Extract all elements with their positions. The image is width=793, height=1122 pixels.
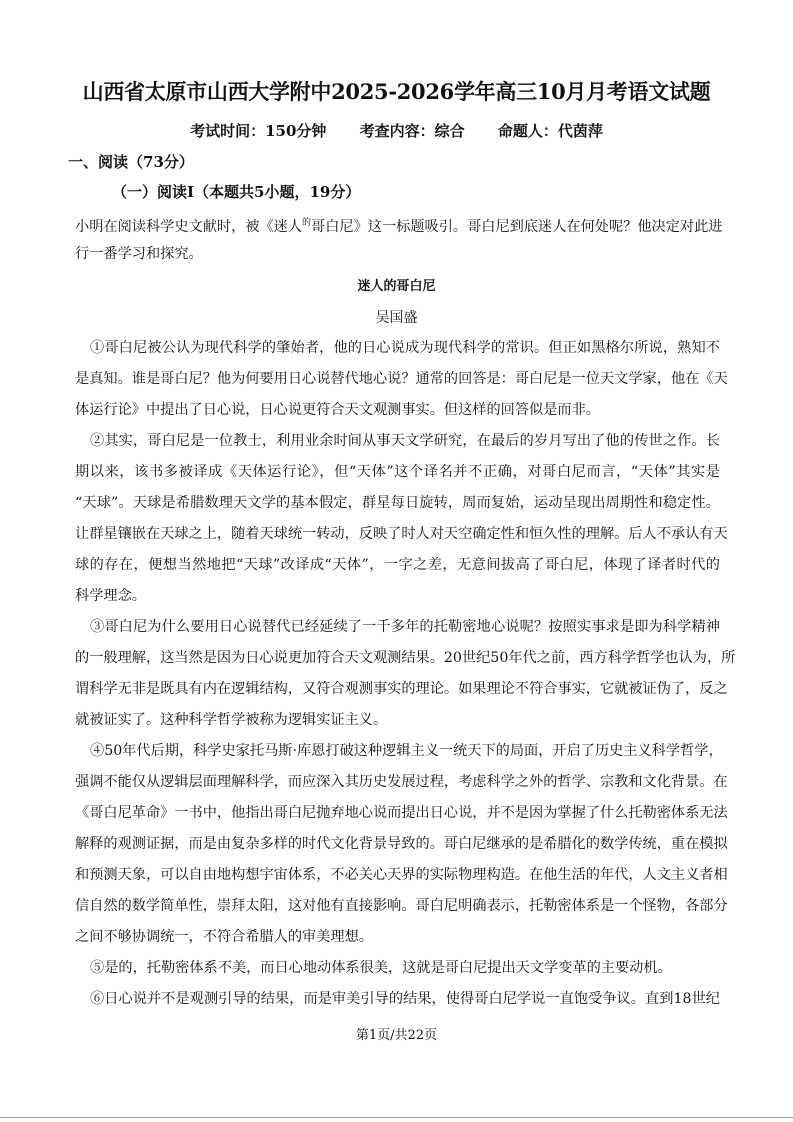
subsection-heading: （一）阅读I（本题共5小题，19分）: [112, 183, 361, 201]
exam-info: [0, 120, 793, 141]
paragraph-1-line: 体运行论》中提出了日心说，日心说更符合天文观测事实。但这样的回答似是而非。: [75, 402, 600, 418]
paragraph-2-line: 期以来，该书多被译成《天体运行论》，但“天体”这个译名并不正确，对哥白尼而言，“天体”其实是: [75, 464, 720, 480]
paragraph-4-line: 信自然的数学简单性，崇拜太阳，这对他有直接影响。哥白尼明确表示，托勒密体系是一个怪物，各部分: [75, 898, 728, 914]
exam-content: 考查内容：综合: [359, 122, 465, 140]
paragraph-2-line: ②其实，哥白尼是一位教士，利用业余时间从事天文学研究，在最后的岁月写出了他的传世之作。长: [90, 433, 720, 449]
paragraph-2-line: 让群星镶嵌在天球之上，随着天球统一转动，反映了时人对天空确定性和恒久性的理解。后人不承认有天: [75, 526, 728, 542]
paragraph-3-line: ③哥白尼为什么要用日心说替代已经延续了一千多年的托勒密地心说呢？按照实事求是即为科学精神: [90, 619, 720, 635]
exam-time: 考试时间：150分钟: [190, 122, 327, 140]
paragraph-4-line: 之间不够协调统一，不符合希腊人的审美理想。: [75, 929, 373, 945]
paragraph-2-line: 科学理念。: [75, 588, 146, 604]
paragraph-4-line: 和预测天象，可以自由地构想宇宙体系，不必关心天界的实际物理构造。在他生活的年代，人文主义者相: [75, 867, 728, 883]
paragraph-4-line: 强调不能仅从逻辑层面理解科学，而应深入其历史发展过程，考虑科学之外的哲学、宗教和文化背景。在: [75, 774, 728, 790]
paragraph-1-line: 是真知。谁是哥白尼？他为何要用日心说替代地心说？通常的回答是：哥白尼是一位天文学家，他在《天: [75, 371, 728, 387]
superscript-artifact: 的: [302, 218, 312, 228]
paragraph-1-line: ①哥白尼被公认为现代科学的肇始者，他的日心说成为现代科学的常识。但正如黑格尔所说，熟知不: [90, 340, 720, 356]
paragraph-4-line: 解释的观测证据，而是由复杂多样的时代文化背景导致的。哥白尼继承的是希腊化的数学传统，重在模拟: [75, 836, 728, 852]
paragraph-3-line: 谓科学无非是既具有内在逻辑结构，又符合观测事实的理论。如果理论不符合事实，它就被证伪了，反之: [75, 681, 728, 697]
paragraph-5-line: ⑤是的，托勒密体系不美，而日心地动体系很美，这就是哥白尼提出天文学变革的主要动机。: [90, 960, 672, 976]
intro-text: 小明在阅读科学史文献时，被《迷人: [75, 219, 303, 235]
paragraph-3-line: 就被证实了。这种科学哲学被称为逻辑实证主义。: [75, 712, 388, 728]
paragraph-4-line: 《哥白尼革命》一书中，他指出哥白尼抛弃地心说而提出日心说，并不是因为掌握了什么托勒密体系无法: [75, 805, 728, 821]
paragraph-4-line: ④50年代后期，科学史家托马斯·库恩打破这种逻辑主义一统天下的局面，开启了历史主义科学哲学，: [90, 743, 723, 759]
article-title: 迷人的哥白尼: [357, 279, 436, 294]
exam-author: 命题人：代茵萍: [497, 122, 603, 140]
paragraph-2-line: “天球”。天球是希腊数理天文学的基本假定，群星每日旋转，周而复始，运动呈现出周期性和稳定性。: [75, 495, 720, 511]
paragraph-6-line: ⑥日心说并不是观测引导的结果，而是审美引导的结果，使得哥白尼学说一直饱受争议。直到18世纪: [90, 991, 720, 1007]
paragraph-3-line: 的一般理解，这当然是因为日心说更加符合天文观测结果。20世纪50年代之前，西方科学哲学也认为，所: [75, 650, 736, 666]
page-edge: [0, 1117, 793, 1118]
page-number: 第1页/共22页: [355, 1028, 438, 1043]
intro-line: [75, 213, 723, 237]
intro-line: 行一番学习和探究。: [75, 246, 203, 262]
paragraph-2-line: 球的存在，便想当然地把“天球”改译成“天体”，一字之差，无意间拔高了哥白尼，体现了译者时代的: [75, 557, 720, 573]
page-title: 山西省太原市山西大学附中2025-2026学年高三10月月考语文试题: [82, 79, 711, 104]
section-heading: 一、阅读（73分）: [68, 153, 194, 171]
intro-text: 哥白尼》这一标题吸引。哥白尼到底迷人在何处呢？他决定对此进: [311, 219, 723, 235]
article-author: 吴国盛: [375, 310, 418, 326]
